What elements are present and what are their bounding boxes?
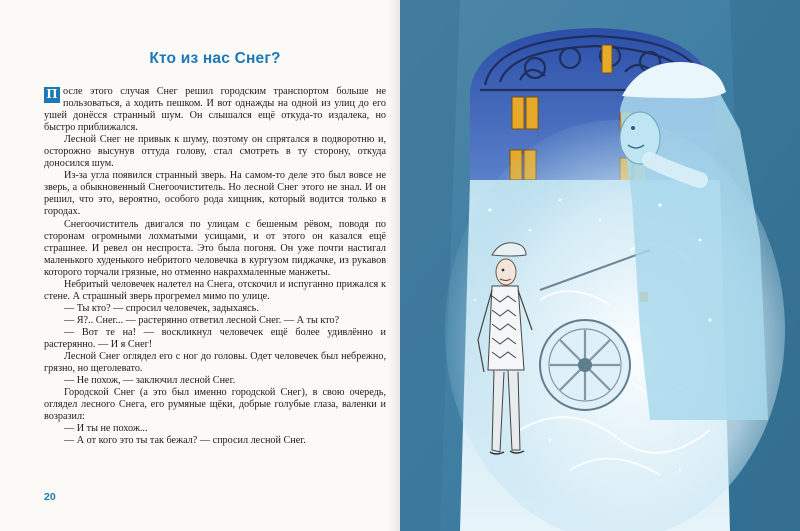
- paragraph: Небритый человечек налетел на Снега, отскочил и испуганно прижался к стене. А страшный зверь прогремел мимо по улице.: [44, 278, 386, 302]
- paragraph: Городской Снег (а это был именно городской Снег), в свою очередь, оглядел лесного Снега, его румяные щёки, добрые голубые глаза, валенки и возразил:: [44, 387, 386, 423]
- paragraph: — Я?.. Снег... — растерянно ответил лесной Снег. — А ты кто?: [64, 314, 340, 326]
- paragraph: — И ты не похож...: [64, 423, 148, 435]
- paragraph: — Ты кто? — спросил человечек, задыхаясь.: [64, 302, 259, 314]
- illustration-page: [400, 0, 800, 531]
- paragraph: — Вот те на! — воскликнул человечек ещё более удивлённо и растерянно. — И я Снег!: [44, 326, 386, 350]
- paragraph: Лесной Снег оглядел его с ног до головы. Одет человечек был небрежно, грязно, но щеголевато.: [44, 351, 386, 375]
- chapter-title: Кто из нас Снег?: [149, 50, 281, 67]
- paragraph: П осле этого случая Снег решил городским транспортом больше не пользоваться, а ходить пешком. И вот однажды на одной из улиц до его ушей донёсся странный шум. Он слышался ещё откуда-то издалека, но быстро приближался.: [44, 86, 386, 134]
- page-number: 20: [44, 491, 56, 503]
- paragraph: — Не похож, — заключил лесной Снег.: [64, 375, 236, 387]
- story-text: [44, 86, 386, 447]
- paragraph: — А от кого это ты так бежал? — спросил лесной Снег.: [64, 435, 306, 447]
- paragraph: Снегоочиститель двигался по улицам с бешеным рёвом, поводя по сторонам огромными лохматыми усищами, и от этого он казался ещё страшнее. И ревел он неспроста. Это была погоня. Он уже почти настигал маленького худенького небритого человечка в кургузом пиджачке, из рукавов которого торчали грязные, но отменно накрахмаленные манжеты.: [44, 218, 386, 278]
- snow-illustration: [400, 0, 800, 531]
- paragraph: Из-за угла появился странный зверь. На самом-то деле это был вовсе не зверь, а обыкновенный Снегоочиститель. Но лесной Снег этого не знал. И он решил, что это, вероятно, особого рода хищник, который водится только в городах.: [44, 170, 386, 218]
- drop-cap: П: [44, 87, 60, 103]
- paragraph: Лесной Снег не привык к шуму, поэтому он спрятался в подворотню и, осторожно высунув оттуда голову, стал смотреть в ту сторону, откуда доносился шум.: [44, 134, 386, 170]
